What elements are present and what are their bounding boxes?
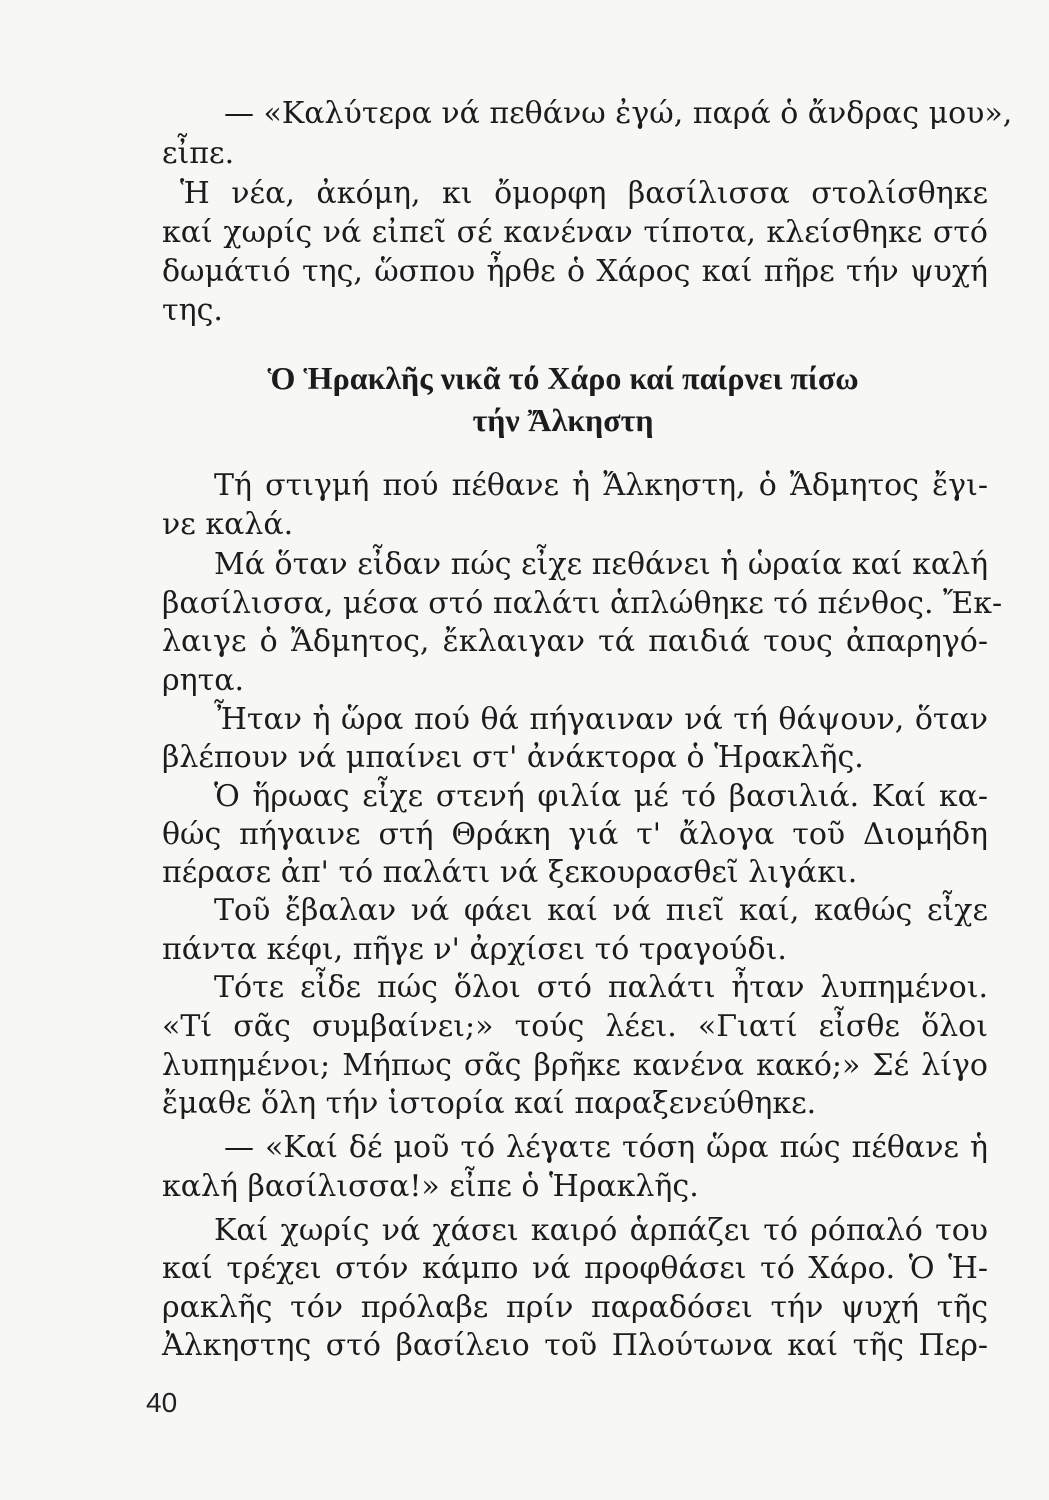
- text-line: «Τί σᾶς συμβαίνει;» τούς λέει. «Γιατί εἶσθε ὅλοι: [162, 1009, 988, 1044]
- text-line: Τότε εἶδε πώς ὅλοι στό παλάτι ἦταν λυπημένοι.: [214, 970, 988, 1005]
- text-line: — «Καλύτερα νά πεθάνω ἐγώ, παρά ὁ ἄνδρας μου»,: [224, 96, 1013, 131]
- text-line: καλή βασίλισσα!» εἶπε ὁ Ἡρακλῆς.: [162, 1169, 699, 1204]
- text-line: πέρασε ἀπ' τό παλάτι νά ξεκουρασθεῖ λιγάκι.: [162, 855, 858, 890]
- text-line: πάντα κέφι, πῆγε ν' ἀρχίσει τό τραγούδι.: [162, 932, 787, 967]
- text-line: Μά ὅταν εἶδαν πώς εἶχε πεθάνει ἡ ὡραία καί καλή: [214, 547, 989, 582]
- text-line: βασίλισσα, μέσα στό παλάτι ἁπλώθηκε τό πένθος. Ἔκ-: [162, 586, 1003, 621]
- text-line: λυπημένοι; Μήπως σᾶς βρῆκε κανένα κακό;» Σέ λίγο: [162, 1048, 988, 1083]
- text-line: βλέπουν νά μπαίνει στ' ἀνάκτορα ὁ Ἡρακλῆς.: [162, 740, 864, 775]
- section-heading: Ὁ Ἡρακλῆς νικᾶ τό Χάρο καί παίρνει πίσω: [267, 360, 859, 396]
- text-line: — «Καί δέ μοῦ τό λέγατε τόση ὥρα πώς πέθανε ἡ: [224, 1130, 988, 1165]
- text-line: Ἀλκηστης στό βασίλειο τοῦ Πλούτωνα καί τῆς Περ-: [162, 1328, 988, 1363]
- text-line: καί χωρίς νά εἰπεῖ σέ κανέναν τίποτα, κλείσθηκε στό: [162, 215, 988, 250]
- text-line: Καί χωρίς νά χάσει καιρό ἁρπάζει τό ρόπαλό του: [214, 1213, 988, 1248]
- text-line: λαιγε ὁ Ἄδμητος, ἔκλαιγαν τά παιδιά τους ἀπαρηγό-: [162, 624, 988, 659]
- text-line: θώς πήγαινε στή Θράκη γιά τ' ἄλογα τοῦ Διομήδη: [162, 817, 988, 852]
- text-line: Ἦταν ἡ ὥρα πού θά πήγαιναν νά τή θάψουν, ὅταν: [214, 702, 988, 737]
- text-line: καί τρέχει στόν κάμπο νά προφθάσει τό Χάρο. Ὁ Ἡ-: [162, 1251, 988, 1286]
- section-heading: τήν Ἄλκηστη: [472, 402, 654, 438]
- text-line: Τή στιγμή πού πέθανε ἡ Ἄλκηστη, ὁ Ἄδμητος ἔγι-: [214, 468, 988, 503]
- page-number: 40: [146, 1387, 178, 1418]
- text-line: ἔμαθε ὅλη τήν ἱστορία καί παραξενεύθηκε.: [162, 1086, 817, 1121]
- text-line: ρητα.: [162, 663, 245, 698]
- text-line: της.: [162, 293, 223, 328]
- text-line: νε καλά.: [162, 507, 294, 542]
- text-line: εἶπε.: [162, 136, 235, 171]
- text-line: Τοῦ ἔβαλαν νά φάει καί νά πιεῖ καί, καθώς εἶχε: [214, 893, 988, 928]
- text-line: δωμάτιό της, ὥσπου ἦρθε ὁ Χάρος καί πῆρε τήν ψυχή: [162, 254, 988, 289]
- text-line: ρακλῆς τόν πρόλαβε πρίν παραδόσει τήν ψυχή τῆς: [162, 1290, 988, 1325]
- text-line: Ἡ νέα, ἀκόμη, κι ὄμορφη βασίλισσα στολίσθηκε: [180, 176, 988, 211]
- text-line: Ὁ ἥρωας εἶχε στενή φιλία μέ τό βασιλιά. Καί κα-: [214, 779, 988, 814]
